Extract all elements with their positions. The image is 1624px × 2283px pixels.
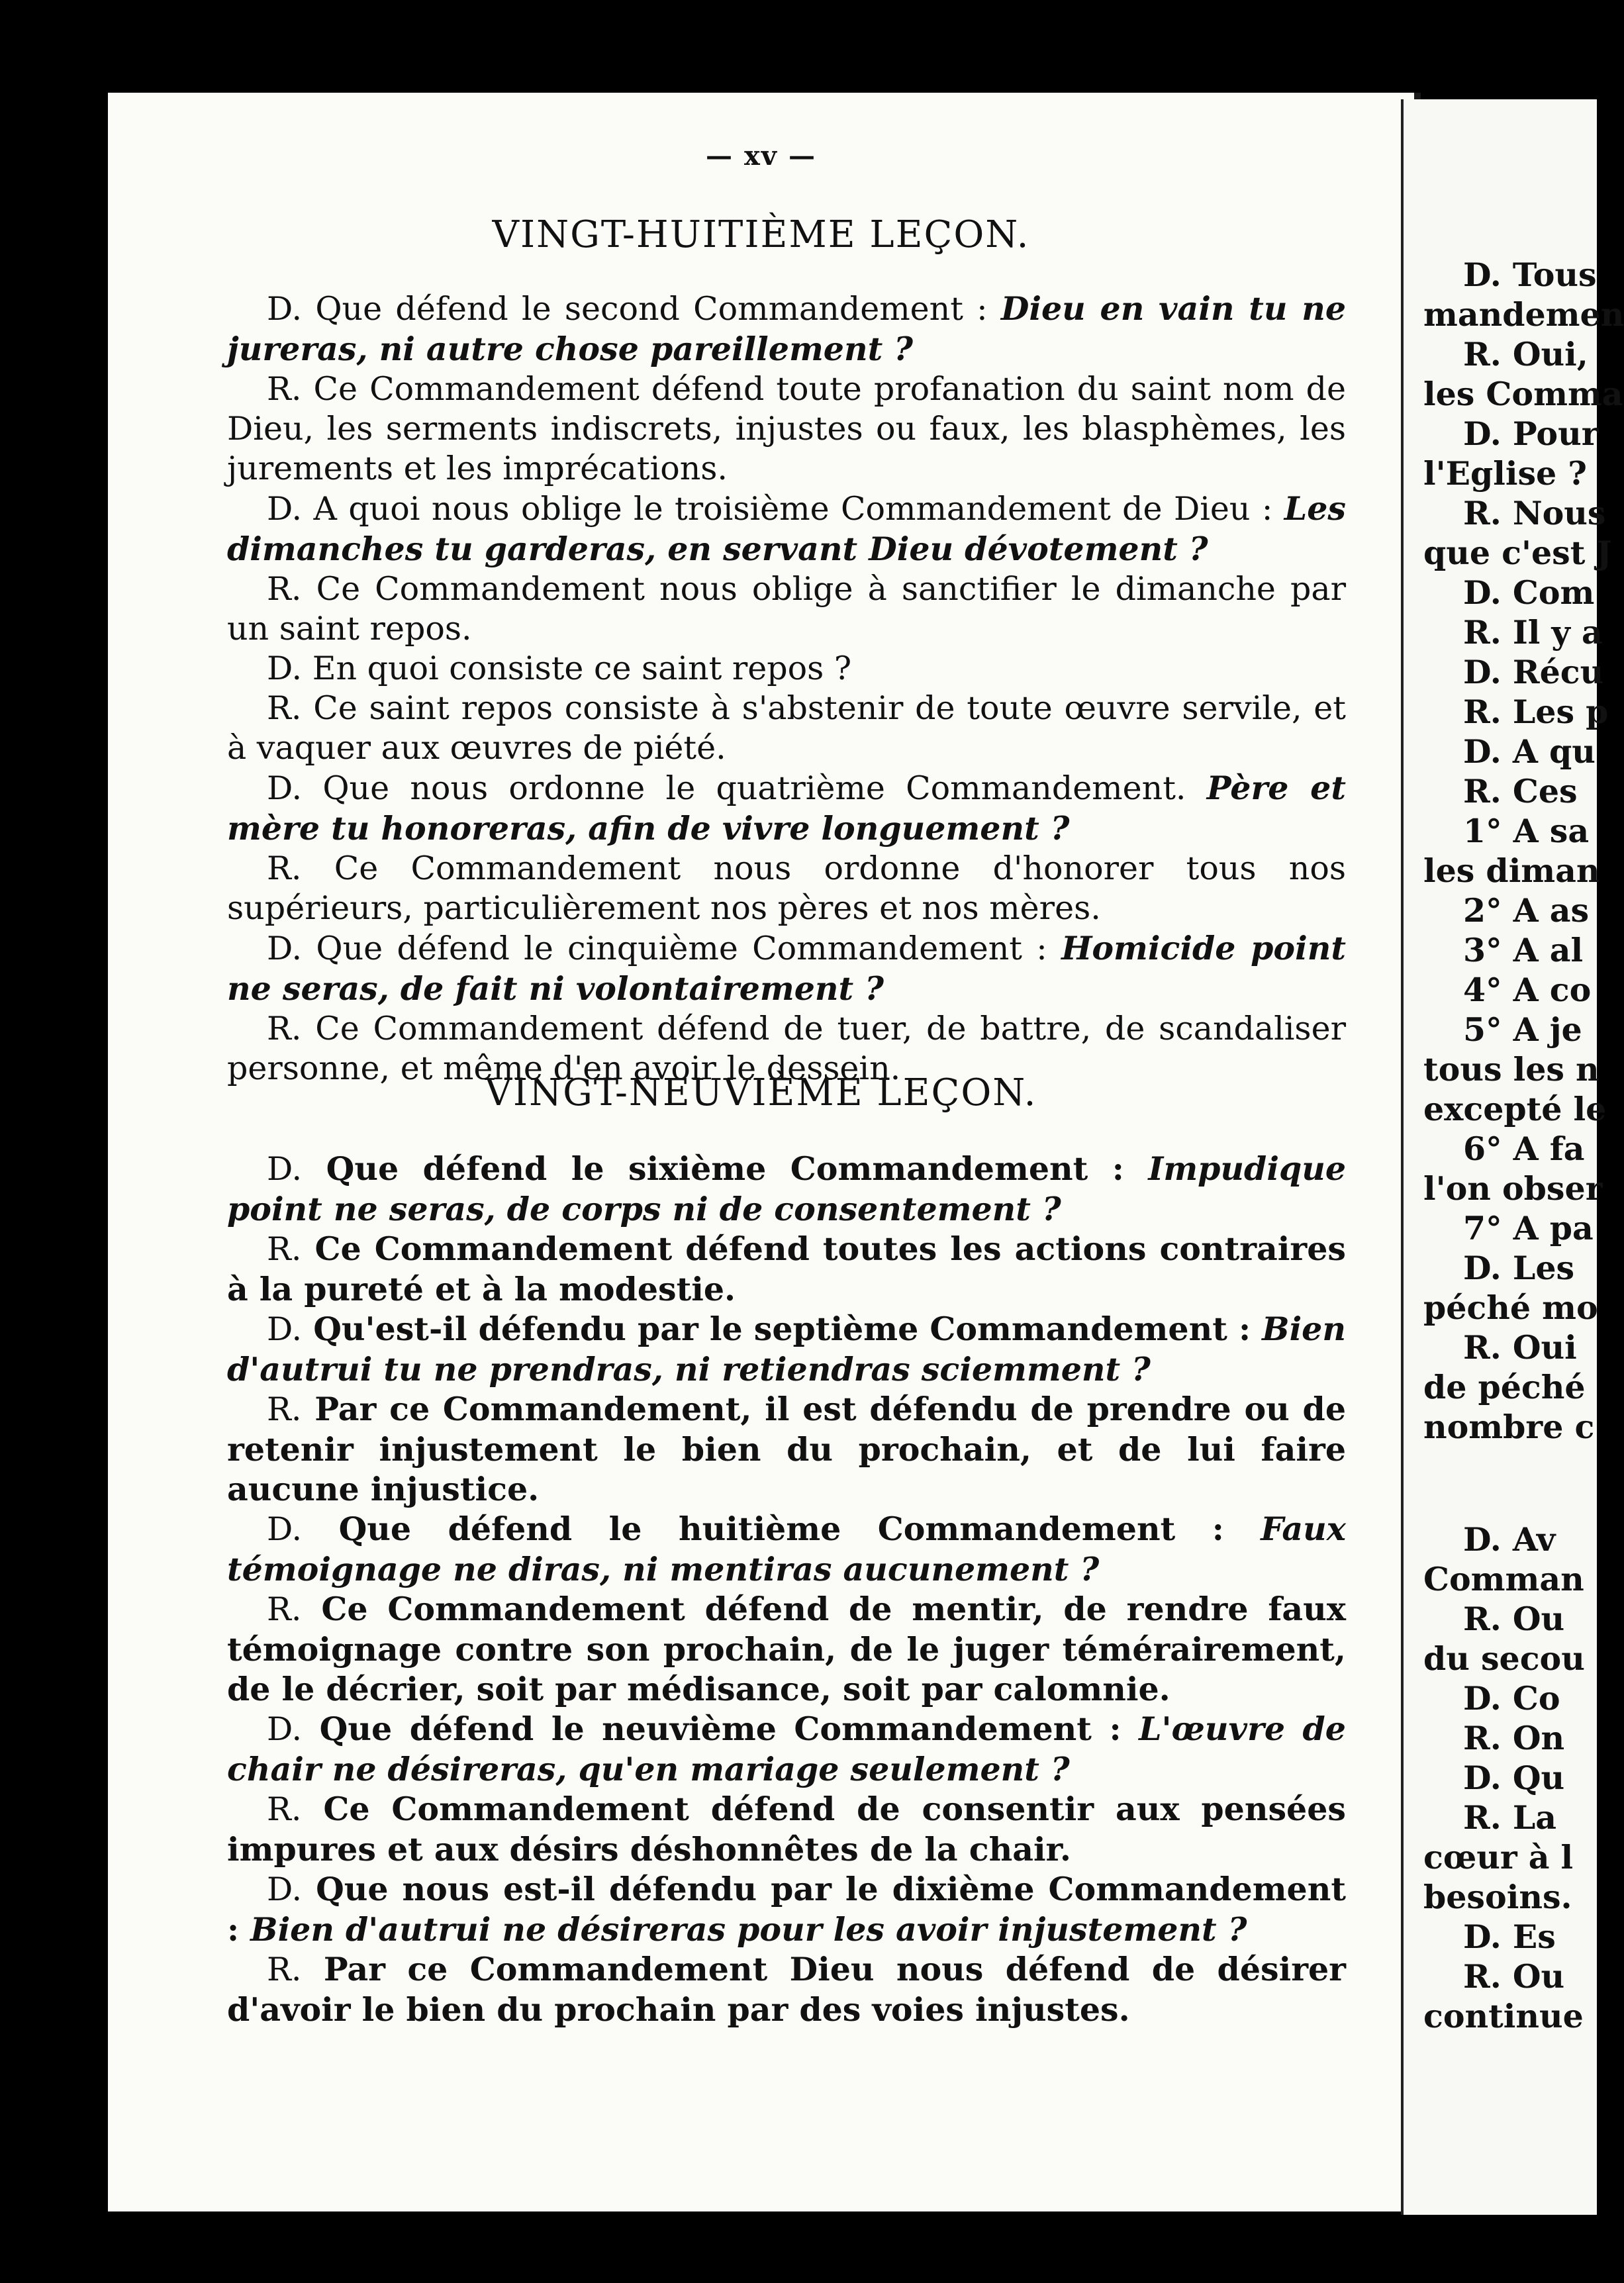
qa-label: R. bbox=[267, 1390, 302, 1428]
answer-paragraph bbox=[227, 1589, 1346, 1709]
answer-paragraph bbox=[227, 689, 1346, 768]
commandment-quote: Bien d'autrui tu ne prendras, ni retiendras sciemment ? bbox=[227, 1310, 1346, 1388]
question-paragraph bbox=[227, 1709, 1346, 1789]
lesson-29-body bbox=[227, 1149, 1346, 2029]
right-page-line: D. Récu bbox=[1463, 653, 1604, 691]
answer-paragraph bbox=[227, 1389, 1346, 1509]
right-page-line: D. Av bbox=[1463, 1520, 1556, 1559]
qa-label: R. bbox=[267, 1590, 302, 1628]
right-page-line: R. Les p bbox=[1463, 693, 1609, 731]
right-page-line: R. Nous bbox=[1463, 494, 1606, 532]
lesson-28-title: VINGT-HUITIÈME LEÇON. bbox=[492, 213, 1030, 256]
commandment-quote: Bien d'autrui ne désireras pour les avoir injustement ? bbox=[250, 1910, 1247, 1949]
question-paragraph bbox=[227, 289, 1346, 369]
qa-label: R. bbox=[267, 850, 302, 887]
right-page-line: R. Il y a bbox=[1463, 613, 1603, 652]
right-page-line: R. Oui, bbox=[1463, 335, 1588, 373]
right-page-line: D. Pour bbox=[1463, 414, 1599, 453]
question-paragraph bbox=[227, 1509, 1346, 1589]
qa-text: Que défend le second Commandement : bbox=[302, 290, 1001, 328]
right-page-line: excepté le bbox=[1423, 1090, 1607, 1128]
qa-text: Ce Commandement défend de consentir aux pensées impures et aux désirs déshonnêtes de la chair. bbox=[227, 1790, 1346, 1869]
right-page-line: D. Les bbox=[1463, 1249, 1575, 1287]
right-page-line: D. Qu bbox=[1463, 1759, 1565, 1797]
right-page-line: R. Oui bbox=[1463, 1328, 1577, 1367]
question-paragraph bbox=[227, 1309, 1346, 1389]
right-page-line: 6° A fa bbox=[1463, 1130, 1585, 1168]
right-page-line: 3° A al bbox=[1463, 931, 1584, 969]
answer-paragraph bbox=[227, 569, 1346, 649]
left-page bbox=[108, 93, 1421, 2211]
qa-text: Ce saint repos consiste à s'abstenir de toute œuvre servile, et à vaquer aux œuvres de piété. bbox=[227, 689, 1346, 767]
qa-label: R. bbox=[267, 1010, 302, 1047]
right-page-line: l'on obser bbox=[1423, 1169, 1603, 1208]
right-page-line: Comman bbox=[1423, 1560, 1584, 1598]
qa-text: En quoi consiste ce saint repos ? bbox=[302, 650, 852, 687]
qa-label: D. bbox=[267, 930, 303, 967]
right-page-line: R. Ces bbox=[1463, 772, 1578, 810]
right-page-line: 5° A je bbox=[1463, 1010, 1582, 1049]
commandment-quote: Dieu en vain tu ne jureras, ni autre chose pareillement ? bbox=[227, 289, 1346, 368]
qa-label: D. bbox=[267, 1870, 303, 1908]
qa-label: D. bbox=[267, 650, 303, 687]
answer-paragraph bbox=[227, 1949, 1346, 2029]
right-page-line: l'Eglise ? bbox=[1423, 454, 1587, 493]
qa-text: Que défend le neuvième Commandement : bbox=[302, 1710, 1139, 1748]
right-page-fragment bbox=[1401, 99, 1624, 2215]
right-page-line: continue bbox=[1423, 1997, 1584, 2035]
question-paragraph bbox=[227, 1869, 1346, 1949]
question-paragraph bbox=[227, 489, 1346, 569]
answer-paragraph bbox=[227, 1229, 1346, 1309]
right-page-line: R. Ou bbox=[1463, 1600, 1565, 1638]
qa-text: Que nous ordonne le quatrième Commandement. bbox=[302, 769, 1207, 807]
qa-text: Ce Commandement nous ordonne d'honorer tous nos supérieurs, particulièrement nos pères et nos mères. bbox=[227, 850, 1346, 927]
question-paragraph bbox=[227, 768, 1346, 849]
answer-paragraph bbox=[227, 849, 1346, 928]
question-paragraph bbox=[227, 649, 1346, 689]
right-page-line: tous les n bbox=[1423, 1050, 1600, 1089]
qa-label: D. bbox=[267, 490, 303, 528]
qa-label: R. bbox=[267, 370, 302, 408]
right-page-line: mandemen bbox=[1423, 295, 1624, 334]
right-page-line: D. Es bbox=[1463, 1918, 1556, 1956]
qa-text: Par ce Commandement Dieu nous défend de désirer d'avoir le bien du prochain par des voies injustes. bbox=[227, 1950, 1346, 2029]
qa-label: R. bbox=[267, 1230, 302, 1268]
qa-text: Ce Commandement défend de tuer, de battre, de scandaliser personne, et même d'en avoir le dessein. bbox=[227, 1010, 1346, 1087]
right-page-line: R. On bbox=[1463, 1719, 1565, 1757]
qa-text: Que défend le huitième Commandement : bbox=[302, 1510, 1261, 1548]
qa-label: R. bbox=[267, 1951, 302, 1988]
commandment-quote: Père et mère tu honoreras, afin de vivre longuement ? bbox=[227, 769, 1346, 848]
right-page-line: D. Tous bbox=[1463, 256, 1597, 294]
lesson-28-body bbox=[227, 289, 1346, 1089]
qa-label: D. bbox=[267, 290, 303, 328]
commandment-quote: L'œuvre de chair ne désireras, qu'en mariage seulement ? bbox=[227, 1710, 1346, 1788]
qa-label: D. bbox=[267, 1510, 303, 1548]
right-page-line: 7° A pa bbox=[1463, 1209, 1594, 1247]
right-page-line: D. Co bbox=[1463, 1679, 1560, 1718]
commandment-quote: Faux témoignage ne diras, ni mentiras aucunement ? bbox=[227, 1510, 1346, 1588]
qa-text: A quoi nous oblige le troisième Commandement de Dieu : bbox=[302, 490, 1284, 528]
right-page-line: besoins. bbox=[1423, 1878, 1572, 1916]
right-page-line: les diman bbox=[1423, 851, 1600, 890]
qa-text: Qu'est-il défendu par le septième Commandement : bbox=[302, 1310, 1263, 1348]
qa-text: Que défend le cinquième Commandement : bbox=[302, 930, 1062, 967]
qa-label: D. bbox=[267, 1310, 303, 1348]
qa-text: Que nous est-il défendu par le dixième Commandement : bbox=[227, 1870, 1346, 1949]
right-page-line: les Comma bbox=[1423, 375, 1623, 413]
right-page-line: 2° A as bbox=[1463, 891, 1590, 930]
qa-text: Ce Commandement défend toute profanation du saint nom de Dieu, les serments indiscrets, injustes ou faux, les blasphèmes, les jurements et les imprécations. bbox=[227, 370, 1346, 487]
right-page-line: cœur à l bbox=[1423, 1838, 1574, 1876]
right-page-line: péché mo bbox=[1423, 1288, 1598, 1327]
qa-label: D. bbox=[267, 1150, 303, 1188]
qa-text: Que défend le sixième Commandement : bbox=[302, 1149, 1149, 1188]
right-page-line: de péché bbox=[1423, 1368, 1586, 1406]
qa-label: R. bbox=[267, 1790, 302, 1828]
qa-text: Ce Commandement défend toutes les actions contraires à la pureté et à la modestie. bbox=[227, 1230, 1346, 1308]
right-page-line: D. A qu bbox=[1463, 732, 1596, 771]
qa-label: D. bbox=[267, 769, 303, 807]
page-number: — xv — bbox=[706, 140, 816, 171]
right-page-line: 1° A sa bbox=[1463, 812, 1590, 850]
qa-text: Ce Commandement défend de mentir, de rendre faux témoignage contre son prochain, de le juger témérairement, de le décrier, soit par médisance, soit par calomnie. bbox=[227, 1590, 1346, 1708]
lesson-29-title: VINGT-NEUVIÈME LEÇON. bbox=[485, 1071, 1037, 1114]
qa-label: R. bbox=[267, 689, 302, 727]
commandment-quote: Impudique point ne seras, de corps ni de consentement ? bbox=[227, 1149, 1346, 1228]
commandment-quote: Les dimanches tu garderas, en servant Dieu dévotement ? bbox=[227, 489, 1346, 568]
right-page-line: R. La bbox=[1463, 1798, 1557, 1837]
question-paragraph bbox=[227, 1149, 1346, 1229]
qa-label: R. bbox=[267, 570, 302, 608]
answer-paragraph bbox=[227, 369, 1346, 489]
qa-text: Par ce Commandement, il est défendu de prendre ou de retenir injustement le bien du prochain, et de lui faire aucune injustice. bbox=[227, 1390, 1346, 1508]
right-page-line: 4° A co bbox=[1463, 971, 1592, 1009]
question-paragraph bbox=[227, 928, 1346, 1009]
right-page-line: D. Com bbox=[1463, 573, 1595, 612]
right-page-line: que c'est J bbox=[1423, 534, 1612, 572]
right-page-line: du secou bbox=[1423, 1639, 1585, 1678]
right-page-line: R. Ou bbox=[1463, 1957, 1565, 1996]
qa-text: Ce Commandement nous oblige à sanctifier le dimanche par un saint repos. bbox=[227, 570, 1346, 648]
right-page-line: nombre c bbox=[1423, 1408, 1595, 1446]
commandment-quote: Homicide point ne seras, de fait ni volontairement ? bbox=[227, 929, 1346, 1008]
qa-label: D. bbox=[267, 1710, 303, 1748]
answer-paragraph bbox=[227, 1789, 1346, 1869]
